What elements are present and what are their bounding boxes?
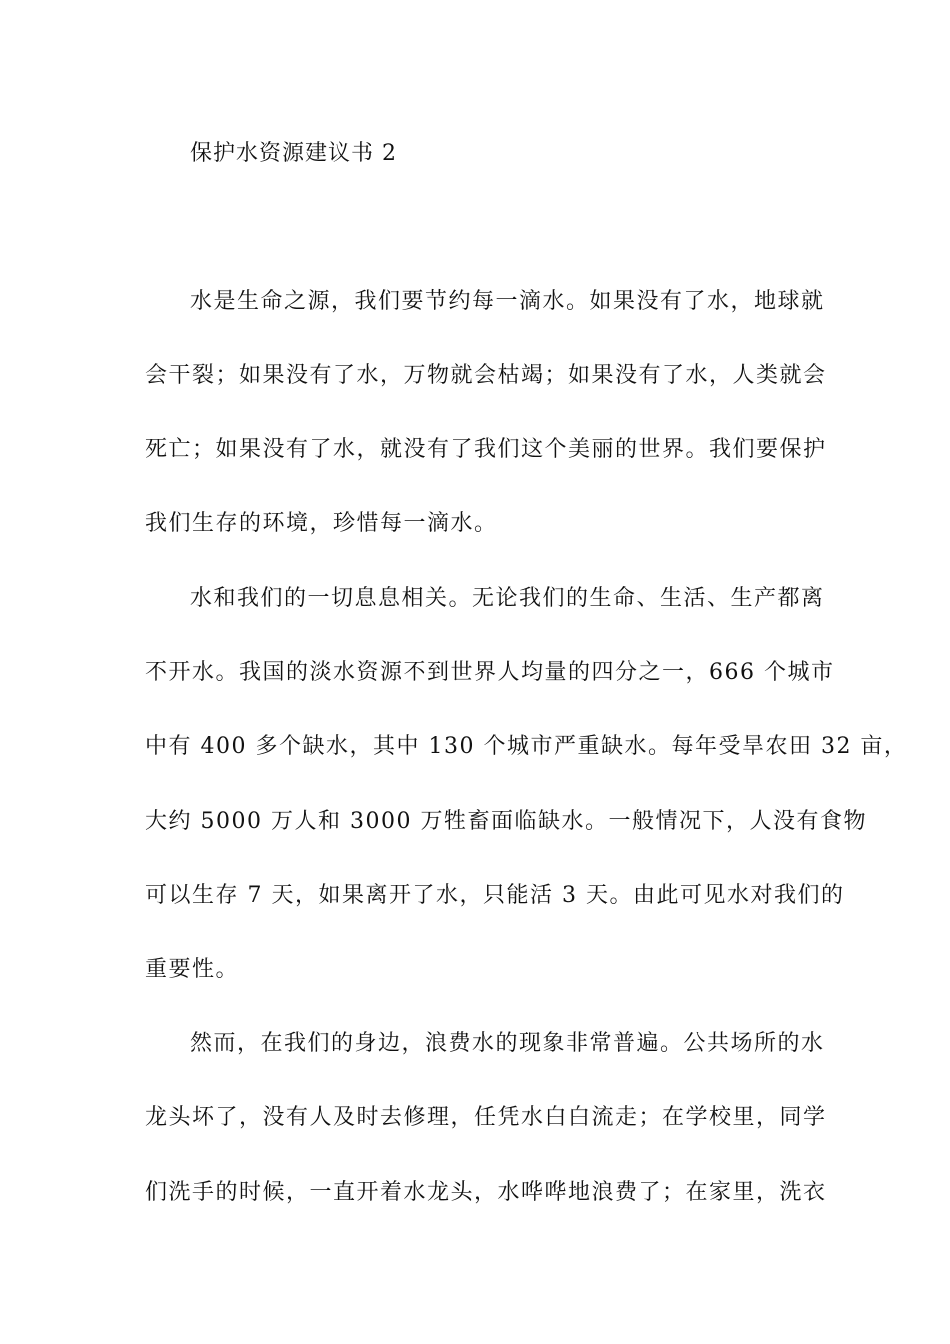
paragraph-3-line-2: 龙头坏了，没有人及时去修理，任凭水白白流走；在学校里，同学 <box>145 1105 827 1130</box>
paragraph-2-line-4: 大约 5000 万人和 3000 万牲畜面临缺水。一般情况下，人没有食物 <box>145 809 867 834</box>
paragraph-2-line-6: 重要性。 <box>145 957 240 982</box>
document-title: 保护水资源建议书 2 <box>190 141 397 166</box>
paragraph-2-line-3: 中有 400 多个缺水，其中 130 个城市严重缺水。每年受旱农田 32 亩， <box>145 734 908 759</box>
paragraph-1-line-4: 我们生存的环境，珍惜每一滴水。 <box>145 511 498 536</box>
paragraph-3-line-3: 们洗手的时候，一直开着水龙头，水哗哗地浪费了；在家里，洗衣 <box>145 1180 827 1205</box>
paragraph-1-line-3: 死亡；如果没有了水，就没有了我们这个美丽的世界。我们要保护 <box>145 437 827 462</box>
paragraph-2-line-1: 水和我们的一切息息相关。无论我们的生命、生活、生产都离 <box>190 586 825 611</box>
paragraph-3-line-1: 然而，在我们的身边，浪费水的现象非常普遍。公共场所的水 <box>190 1031 825 1056</box>
paragraph-1-line-2: 会干裂；如果没有了水，万物就会枯竭；如果没有了水，人类就会 <box>145 363 827 388</box>
paragraph-2-line-5: 可以生存 7 天，如果离开了水，只能活 3 天。由此可见水对我们的 <box>145 883 845 908</box>
paragraph-2-line-2: 不开水。我国的淡水资源不到世界人均量的四分之一，666 个城市 <box>145 660 835 685</box>
paragraph-1-line-1: 水是生命之源，我们要节约每一滴水。如果没有了水，地球就 <box>190 289 825 314</box>
